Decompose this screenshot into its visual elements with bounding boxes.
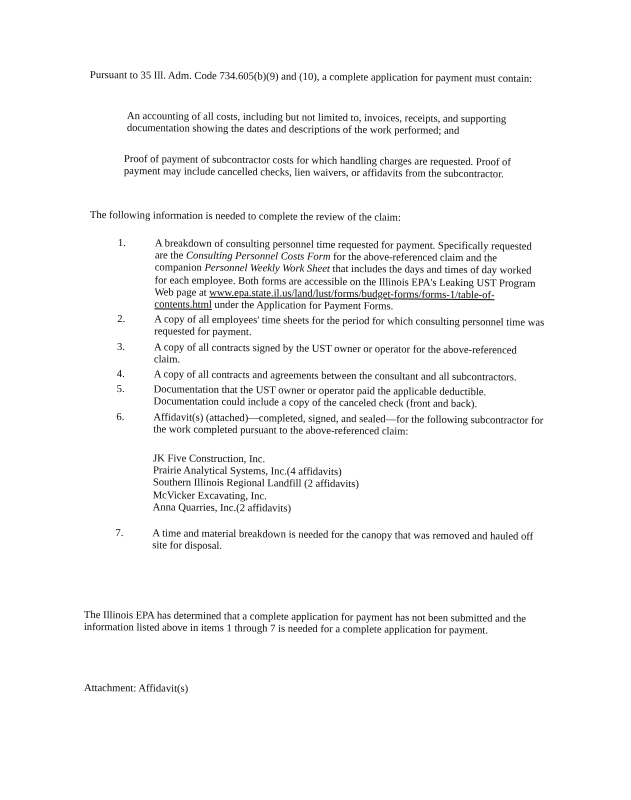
subcontractor-entry: JK Five Construction, Inc.	[153, 453, 266, 466]
needed-items-list	[115, 238, 546, 559]
item-number: 1.	[117, 238, 126, 250]
item-number: 7.	[115, 528, 124, 540]
intro-paragraph: Pursuant to 35 Ill. Adm. Code 734.605(b)(9) and (10), a complete application for payment must contain:	[89, 70, 533, 85]
item-text: A time and material breakdown is needed for the canopy that was removed and hauled off site for disposal.	[152, 528, 534, 553]
item-text: A copy of all employees' time sheets for the period for which consulting personnel time was requested for payment.	[154, 314, 545, 339]
requirement-proof-of-payment: Proof of payment of subcontractor costs for which handling charges are requested. Proof of payment may include cancelled checks, lien waivers, or affidavits from the subcontractor.	[123, 154, 511, 181]
subcontractor-entry: Southern Illinois Regional Landfill (2 affidavits)	[152, 477, 359, 491]
item-number: 4.	[116, 369, 125, 381]
subcontractor-entry: Prairie Analytical Systems, Inc.(4 affidavits)	[152, 465, 342, 479]
forms-web-link[interactable]: www.epa.state.il.us/land/lust/forms/budget-forms/forms-1/table-of-contents.html	[154, 287, 495, 311]
subcontractor-entry: McVicker Excavating, Inc.	[152, 489, 267, 502]
item-number: 6.	[116, 411, 125, 423]
item-text: that includes the days and times of day worked for each employee. Both forms are accessible on the Illinois EPA's Leaking UST Program Web page at	[154, 264, 536, 299]
item-number: 3.	[116, 341, 126, 353]
item-text: A copy of all contracts and agreements between the consultant and all subcontractors.	[153, 369, 517, 384]
item-number: 5.	[116, 384, 125, 396]
attachment-line: Attachment: Affidavit(s)	[83, 683, 189, 695]
subcontractor-entry: Anna Quarries, Inc.(2 affidavits)	[152, 502, 292, 515]
form-title-consulting-personnel-costs: Consulting Personnel Costs Form	[185, 250, 331, 264]
list-item-2	[117, 314, 545, 342]
item-text: under the Application for Payment Forms.	[211, 299, 394, 313]
item-text: Affidavit(s) (attached)—completed, signed, and sealed—for the following subcontractor for the work completed pursuant to the above-referenced claim:	[153, 411, 544, 438]
item-text: A breakdown of consulting personnel time requested for payment. Specifically requested are the	[154, 238, 532, 262]
list-item-4	[117, 369, 545, 385]
item-text: A copy of all contracts signed by the UST owner or operator for the above-referenced claim.	[153, 341, 517, 366]
lead-in-paragraph: The following information is needed to complete the review of the claim:	[89, 210, 401, 224]
requirement-accounting: An accounting of all costs, including but not limited to, invoices, receipts, and supporting documentation showing the dates and descriptions of the work performed; and	[126, 111, 507, 138]
item-number: 2.	[117, 314, 126, 326]
list-item-3	[117, 342, 545, 370]
closing-paragraph: The Illinois EPA has determined that a complete application for payment has not been submitted and the information listed above in items 1 through 7 is needed for a complete application for payment.	[83, 610, 527, 637]
item-text: for the above-referenced claim and the companion	[154, 252, 498, 275]
item-text: Documentation that the UST owner or operator paid the applicable deductible. Documentation could include a copy of the canceled check (front and back).	[153, 384, 487, 411]
list-item-7	[115, 528, 543, 556]
subcontractor-list	[116, 453, 545, 518]
list-item-5	[117, 384, 545, 412]
list-item-1	[117, 238, 546, 315]
list-item-6	[116, 412, 544, 440]
form-title-personnel-weekly-work-sheet: Personnel Weekly Work Sheet	[204, 263, 330, 276]
